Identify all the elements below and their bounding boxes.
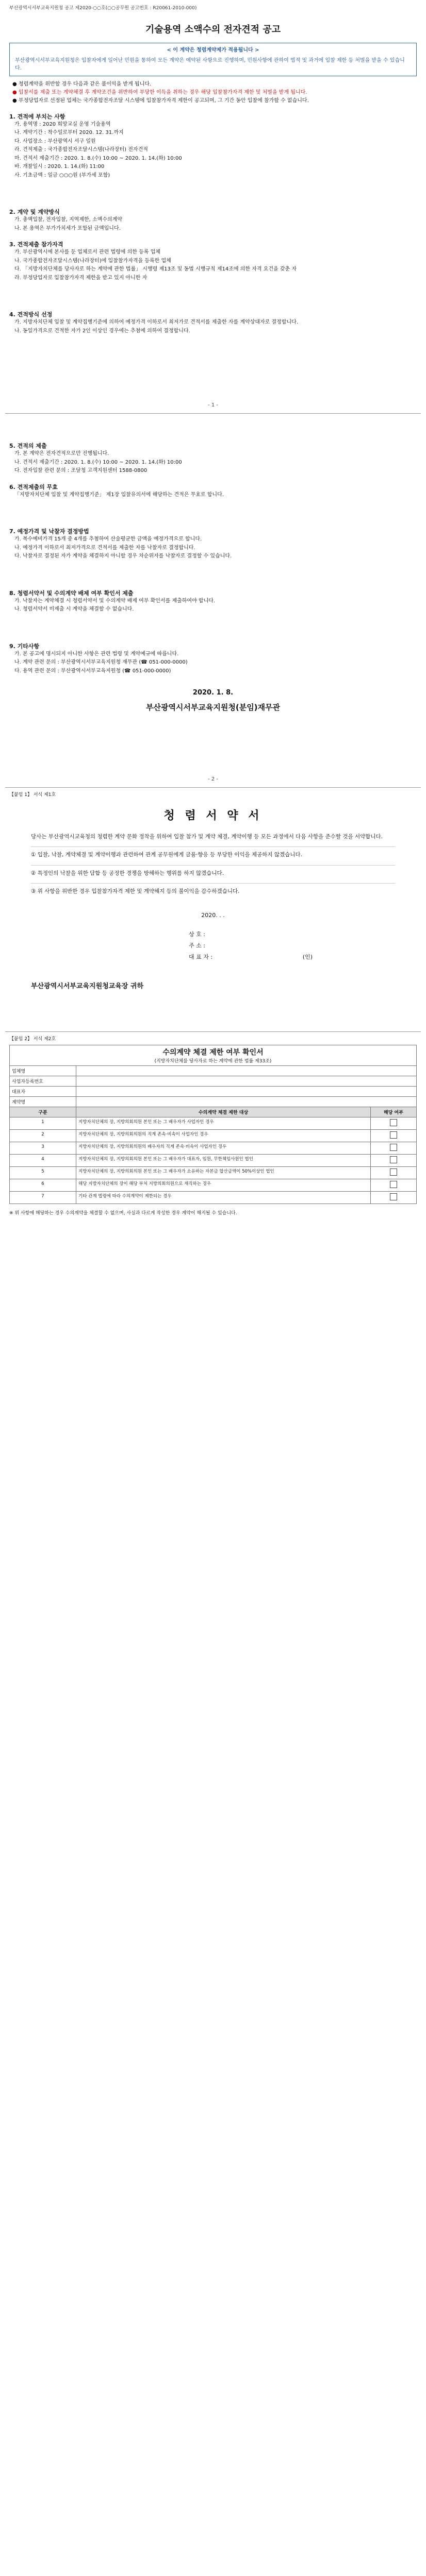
section-line: 바. 개찰일시 : 2020. 1. 14.(화) 11:00 [14,164,105,170]
field-label: 사업자등록번호 [10,1076,76,1086]
row-text: 지방자치단체의 장, 지방의회의원 본인 또는 그 배우자가 대표자, 임원, 무한책임사원인 법인 [76,1154,371,1166]
section-line: 「지방자치단체 입찰 및 계약집행기준」 제1장 입찰유의서에 해당하는 견적은 무효로 합니다. [14,492,224,498]
row-number: 4 [10,1154,76,1166]
bullet-item: ● 입찰서를 제출 또는 계약체결 후 계약조건을 위반하여 부당한 이득을 취하는 경우 해당 입찰참가자격 제한 및 처벌을 받게 됩니다. [12,89,307,95]
integrity-notice-box [9,43,417,76]
section-line: 나. 예정가격 이하로서 최저가격으로 견적서를 제출한 자를 낙찰자로 결정합니다. [14,545,195,551]
restriction-check-table [9,1045,417,1204]
table-header-row [10,1107,417,1117]
oath-item: ① 입찰, 낙찰, 계약체결 및 계약이행과 관련하여 관계 공무원에게 금품·향응 등 부당한 이익을 제공하지 않겠습니다. [31,846,395,859]
oath-date: 2020. . . [201,911,225,919]
section-line: 라. 부정당업자로 입찰참가자격 제한을 받고 있지 아니한 자 [14,275,148,281]
row-number: 7 [10,1191,76,1204]
section-block [9,483,417,500]
section-line: 다. 사업장소 : 부산광역시 서구 일원 [14,138,96,144]
field-value [76,1065,417,1076]
section-list-2 [9,442,417,675]
checkbox[interactable] [390,1131,397,1139]
signature-label: 대 표 자 : [189,953,213,960]
table-row [10,1086,417,1096]
section-line: 다. 용역 관련 문의 : 부산광역시서부교육지원청 (☎ 051-000-0000) [14,668,171,674]
row-number: 3 [10,1142,76,1154]
section-line: 가. 용역명 : 2020 희망교실 운영 기술용역 [14,121,111,127]
section-heading: 3. 견적제출 참가자격 [9,241,63,248]
checkbox[interactable] [390,1156,397,1163]
page-number: - 2 - [208,776,218,782]
signature-label: 상 호 : [189,930,205,938]
section-line: 다. 「지방자치단체를 당사자로 하는 계약에 관한 법률」 시행령 제13조 및 동법 시행규칙 제14조에 의한 자격 요건을 갖춘 자 [14,266,297,272]
field-label: 계약명 [10,1096,76,1107]
section-line: 나. 국가종합전자조달시스템(나라장터)에 입찰참가자격을 등록한 업체 [14,258,171,264]
section-line: 가. 복수예비가격 15개 중 4개를 추첨하여 산술평균한 금액을 예정가격으로 합니다. [14,536,202,542]
oath-body: 당사는 부산광역시교육청의 청렴한 계약 문화 정착을 위하여 입찰 참가 및 계약 체결, 계약이행 등 모든 과정에서 다음 사항을 준수할 것을 서약합니다. [31,834,383,840]
section-heading: 9. 기타사항 [9,642,40,650]
section-line: 가. 지방자치단체 입찰 및 계약집행기준에 의하여 예정가격 이하로서 최저가로 견적서를 제출한 자를 계약상대자로 결정합니다. [14,319,299,325]
row-text: 기타 관계 법령에 따라 수의계약이 제한되는 경우 [76,1191,371,1204]
table-row [10,1142,417,1154]
table-row [10,1154,417,1166]
section-block [9,112,417,180]
section-block [9,208,417,233]
row-text: 지방자치단체의 장, 지방의회의원의 배우자의 직계 존속·비속이 사업자인 경우 [76,1142,371,1154]
signature-block [189,929,313,963]
section-line: 가. 본 공고에 명시되지 아니한 사항은 관련 법령 및 계약예규에 따릅니다. [14,651,179,657]
bullet-item: ● 부정당업자로 선정된 업체는 국가종합전자조달 시스템에 입찰참가자격 제한이 공고되며, 그 기간 동안 입찰에 참가할 수 없습니다. [12,97,309,104]
notice-body: 부산광역시서부교육지원청은 입찰자에게 일어난 민원을 통하여 모든 계약은 예약된 사항으로 진행하며, 민원사항에 관하여 법적 및 과거에 입찰 제한 등 처벌을 받을 수 있습니다. [15,57,405,71]
section-line: 사. 기초금액 : 일금 ○○○원 (부가세 포함) [14,172,110,178]
table-row [10,1179,417,1191]
form-label: 【붙임 2】 서식 제2호 [9,1036,56,1042]
checkbox[interactable] [390,1144,397,1151]
announcement-date: 2020. 1. 8. [192,689,234,697]
row-text: 지방자치단체의 장, 지방의회의원 본인 또는 그 배우자가 사업자인 경우 [76,1117,371,1129]
oath-item: ③ 위 사항을 위반한 경우 입찰참가자격 제한 및 계약해지 등의 불이익을 감수하겠습니다. [31,883,395,896]
table-row [10,1129,417,1142]
column-header: 구분 [10,1107,76,1117]
section-list [9,112,417,336]
section-line: 라. 견적제출 : 국가종합전자조달시스템(나라장터) 전자견적 [14,147,148,152]
section-line: 가. 낙찰자는 계약체결 시 청렴서약서 및 수의계약 배제 여부 확인서를 제출하여야 합니다. [14,598,216,604]
oath-item: ② 특정인의 낙찰을 위한 담합 등 공정한 경쟁을 방해하는 행위를 하지 않겠습니다. [31,865,395,878]
signature-row [189,940,313,952]
row-number: 5 [10,1166,76,1179]
signature-label: 주 소 : [189,942,205,949]
oath-recipient: 부산광역시서부교육지원청교육장 귀하 [31,982,144,990]
section-block [9,310,417,335]
check-title: 수의계약 체결 제한 여부 확인서 [162,1048,264,1057]
table-row [10,1076,417,1086]
section-block [9,642,417,676]
section-line: 가. 총액입찰, 전자입찰, 지역제한, 소액수의계약 [14,217,122,223]
section-line: 마. 견적서 제출기간 : 2020. 1. 8.(수) 10:00 ~ 2020. 1. 14.(화) 10:00 [14,155,182,161]
check-subtitle: (지방자치단체를 당사자로 하는 계약에 관한 법률 제33조) [154,1058,272,1064]
column-header: 수의계약 체결 제한 대상 [76,1107,371,1117]
field-value [76,1096,417,1107]
field-value [76,1086,417,1096]
section-line: 나. 계약 관련 문의 : 부산광역시서부교육지원청 재무관 (☎ 051-000-0000) [14,659,188,665]
checkbox[interactable] [390,1193,397,1200]
field-label: 대표자 [10,1086,76,1096]
section-heading: 2. 계약 및 계약방식 [9,209,60,215]
section-heading: 1. 견적에 부치는 사항 [9,113,65,120]
row-number: 1 [10,1117,76,1129]
form-label: 【붙임 1】 서식 제1호 [9,792,56,798]
section-block [9,240,417,282]
section-line: 나. 동일가격으로 견적한 자가 2인 이상인 경우에는 추첨에 의하여 결정합니다. [14,328,190,334]
section-line: 나. 견적서 제출기간 : 2020. 1. 8.(수) 10:00 ~ 2020. 1. 14.(화) 10:00 [14,459,182,465]
oath-title: 청 렴 서 약 서 [163,809,263,822]
table-row [10,1191,417,1204]
section-block [9,527,417,561]
bullet-list [12,80,414,105]
checkbox[interactable] [390,1119,397,1126]
table-title-cell [10,1045,417,1065]
section-line: 나. 계약기간 : 착수일로부터 2020. 12. 31.까지 [14,130,124,135]
table-row [10,1117,417,1129]
issuing-organization: 부산광역시서부교육지원청(분임)재무관 [145,703,281,712]
section-line: 가. 본 계약은 전자견적으로만 진행됩니다. [14,451,109,456]
checkbox[interactable] [390,1168,397,1176]
page-number: - 1 - [208,402,218,408]
table-row [10,1166,417,1179]
table-footer-note: ※ 위 사항에 해당하는 경우 수의계약을 체결할 수 없으며, 사실과 다르게 작성한 경우 계약이 해지될 수 있습니다. [9,1210,237,1216]
section-line: 나. 청렴서약서 미제출 시 계약을 체결할 수 없습니다. [14,606,134,612]
page-title: 기술용역 소액수의 전자견적 공고 [145,24,281,35]
row-number: 2 [10,1129,76,1142]
row-text: 지방자치단체의 장, 지방의회의원 본인 또는 그 배우자가 소유하는 자본금 합산금액이 50%이상인 법인 [76,1166,371,1179]
table-row [10,1065,417,1076]
section-block [9,589,417,614]
section-heading: 8. 청렴서약서 및 수의계약 배제 여부 확인서 제출 [9,589,134,597]
section-heading: 6. 견적제출의 무효 [9,483,58,490]
field-label: 업체명 [10,1065,76,1076]
section-line: 가. 부산광역시에 본사를 둔 업체로서 관련 법령에 의한 등록 업체 [14,249,160,255]
row-text: 해당 지방자치단체의 장이 해당 부처 지방의회의원으로 재직하는 경우 [76,1179,371,1191]
notice-heading: < 이 계약은 청렴계약제가 적용됩니다 > [167,47,259,53]
section-line: 나. 본 용역은 부가가치세가 포함된 금액입니다. [14,225,121,231]
signature-row [189,952,313,963]
field-value [76,1076,417,1086]
section-block [9,442,417,476]
section-heading: 7. 예정가격 및 낙찰자 결정방법 [9,528,89,535]
table-row [10,1096,417,1107]
column-header: 해당 여부 [371,1107,417,1117]
checkbox[interactable] [390,1181,397,1188]
section-heading: 5. 견적의 제출 [9,443,47,449]
section-line: 다. 낙찰자로 결정된 자가 계약을 체결하지 아니할 경우 차순위자를 낙찰자로 결정할 수 있습니다. [14,553,232,559]
bullet-item: ● 청렴계약을 위반할 경우 다음과 같은 불이익을 받게 됩니다. [12,81,152,87]
signature-value: (인) [302,953,313,960]
signature-row [189,929,313,940]
section-heading: 4. 견적방식 선정 [9,311,53,318]
row-number: 6 [10,1179,76,1191]
section-line: 다. 전자입찰 관련 문의 : 조달청 고객지원센터 1588-0800 [14,468,148,473]
row-text: 지방자치단체의 장, 지방의회의원의 직계 존속·비속이 사업자인 경우 [76,1129,371,1142]
announcement-header: 부산광역시서부교육지원청 공고 제2020-○○호(○○공무원 공고번호 : R20061-2010-000) [9,6,197,11]
